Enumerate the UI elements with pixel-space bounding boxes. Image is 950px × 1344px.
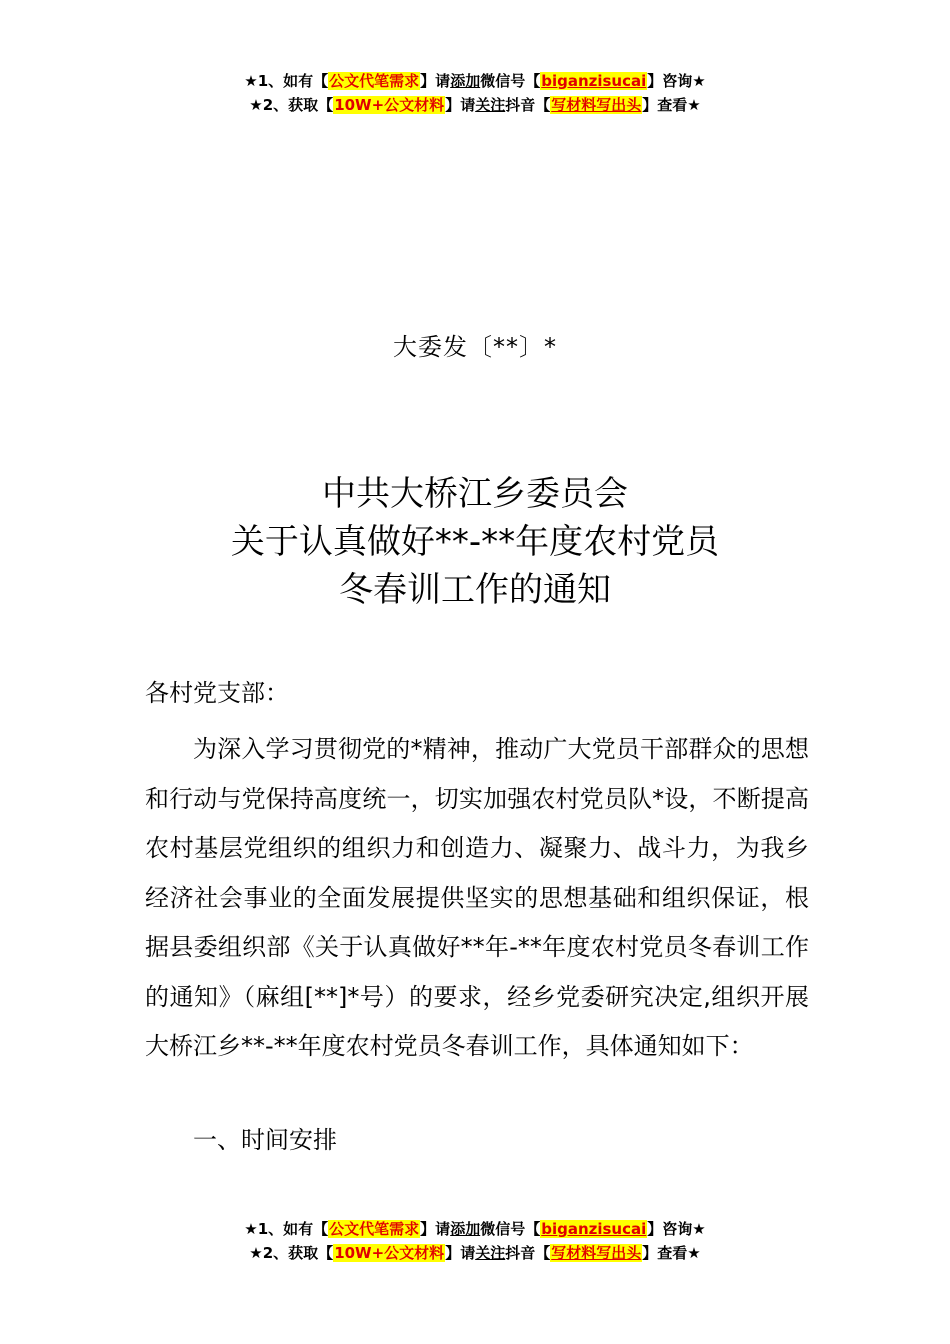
promo-highlight: 公文代笔需求 bbox=[329, 72, 420, 90]
promo-douyin-id: 写材料写出头 bbox=[551, 96, 642, 114]
promo-text: 抖音【 bbox=[505, 1244, 551, 1262]
promo-douyin-id: 写材料写出头 bbox=[551, 1244, 642, 1262]
promo-text: 】查看★ bbox=[642, 1244, 701, 1262]
promo-text: 】咨询★ bbox=[647, 72, 706, 90]
promo-text: 微信号【 bbox=[480, 72, 541, 90]
document-number: 大委发〔**〕* bbox=[393, 333, 557, 361]
promo-wechat-id: biganzisucai bbox=[541, 72, 647, 90]
promo-underlined: 添加 bbox=[450, 1220, 481, 1238]
promo-highlight: 10W+公文材料 bbox=[334, 96, 445, 114]
promo-underlined: 关注 bbox=[475, 96, 506, 114]
section-heading: 一、时间安排 bbox=[193, 1126, 337, 1154]
title-line: 中共大桥江乡委员会 bbox=[322, 474, 628, 514]
promo-line-1 bbox=[0, 1217, 950, 1241]
promo-text: ★1、如有【 bbox=[244, 1220, 329, 1238]
salutation: 各村党支部： bbox=[145, 679, 289, 707]
promo-text: 】请 bbox=[420, 72, 451, 90]
promo-text: 】查看★ bbox=[642, 96, 701, 114]
title-line: 关于认真做好**-**年度农村党员 bbox=[230, 522, 720, 562]
promo-banner-bottom bbox=[0, 1217, 950, 1265]
promo-highlight: 10W+公文材料 bbox=[334, 1244, 445, 1262]
promo-text: ★2、获取【 bbox=[249, 96, 334, 114]
body-paragraph: 为深入学习贯彻党的*精神，推动广大党员干部群众的思想和行动与党保持高度统一，切实加强农村党员队*设，不断提高农村基层党组织的组织力和创造力、凝聚力、战斗力，为我乡经济社会事业的全面发展提供坚实的思想基础和组织保证，根据县委组织部《关于认真做好**年-**年度农村党员冬春训工作的通知》（麻组[**]*号）的要求，经乡党委研究决定,组织开展大桥江乡**-**年度农村党员冬春训工作，具体通知如下： bbox=[145, 735, 809, 1060]
promo-text: 】咨询★ bbox=[647, 1220, 706, 1238]
promo-underlined: 添加 bbox=[450, 72, 481, 90]
promo-text: 】请 bbox=[445, 1244, 476, 1262]
document-title bbox=[0, 470, 950, 614]
promo-text: 】请 bbox=[420, 1220, 451, 1238]
title-line: 冬春训工作的通知 bbox=[339, 570, 611, 610]
promo-underlined: 关注 bbox=[475, 1244, 506, 1262]
promo-line-2 bbox=[0, 93, 950, 117]
promo-highlight: 公文代笔需求 bbox=[329, 1220, 420, 1238]
promo-text: ★2、获取【 bbox=[249, 1244, 334, 1262]
promo-text: 微信号【 bbox=[480, 1220, 541, 1238]
promo-wechat-id: biganzisucai bbox=[541, 1220, 647, 1238]
promo-line-2 bbox=[0, 1241, 950, 1265]
promo-text: 抖音【 bbox=[505, 96, 551, 114]
promo-text: ★1、如有【 bbox=[244, 72, 329, 90]
promo-text: 】请 bbox=[445, 96, 476, 114]
promo-line-1 bbox=[0, 69, 950, 93]
promo-banner-top bbox=[0, 69, 950, 117]
